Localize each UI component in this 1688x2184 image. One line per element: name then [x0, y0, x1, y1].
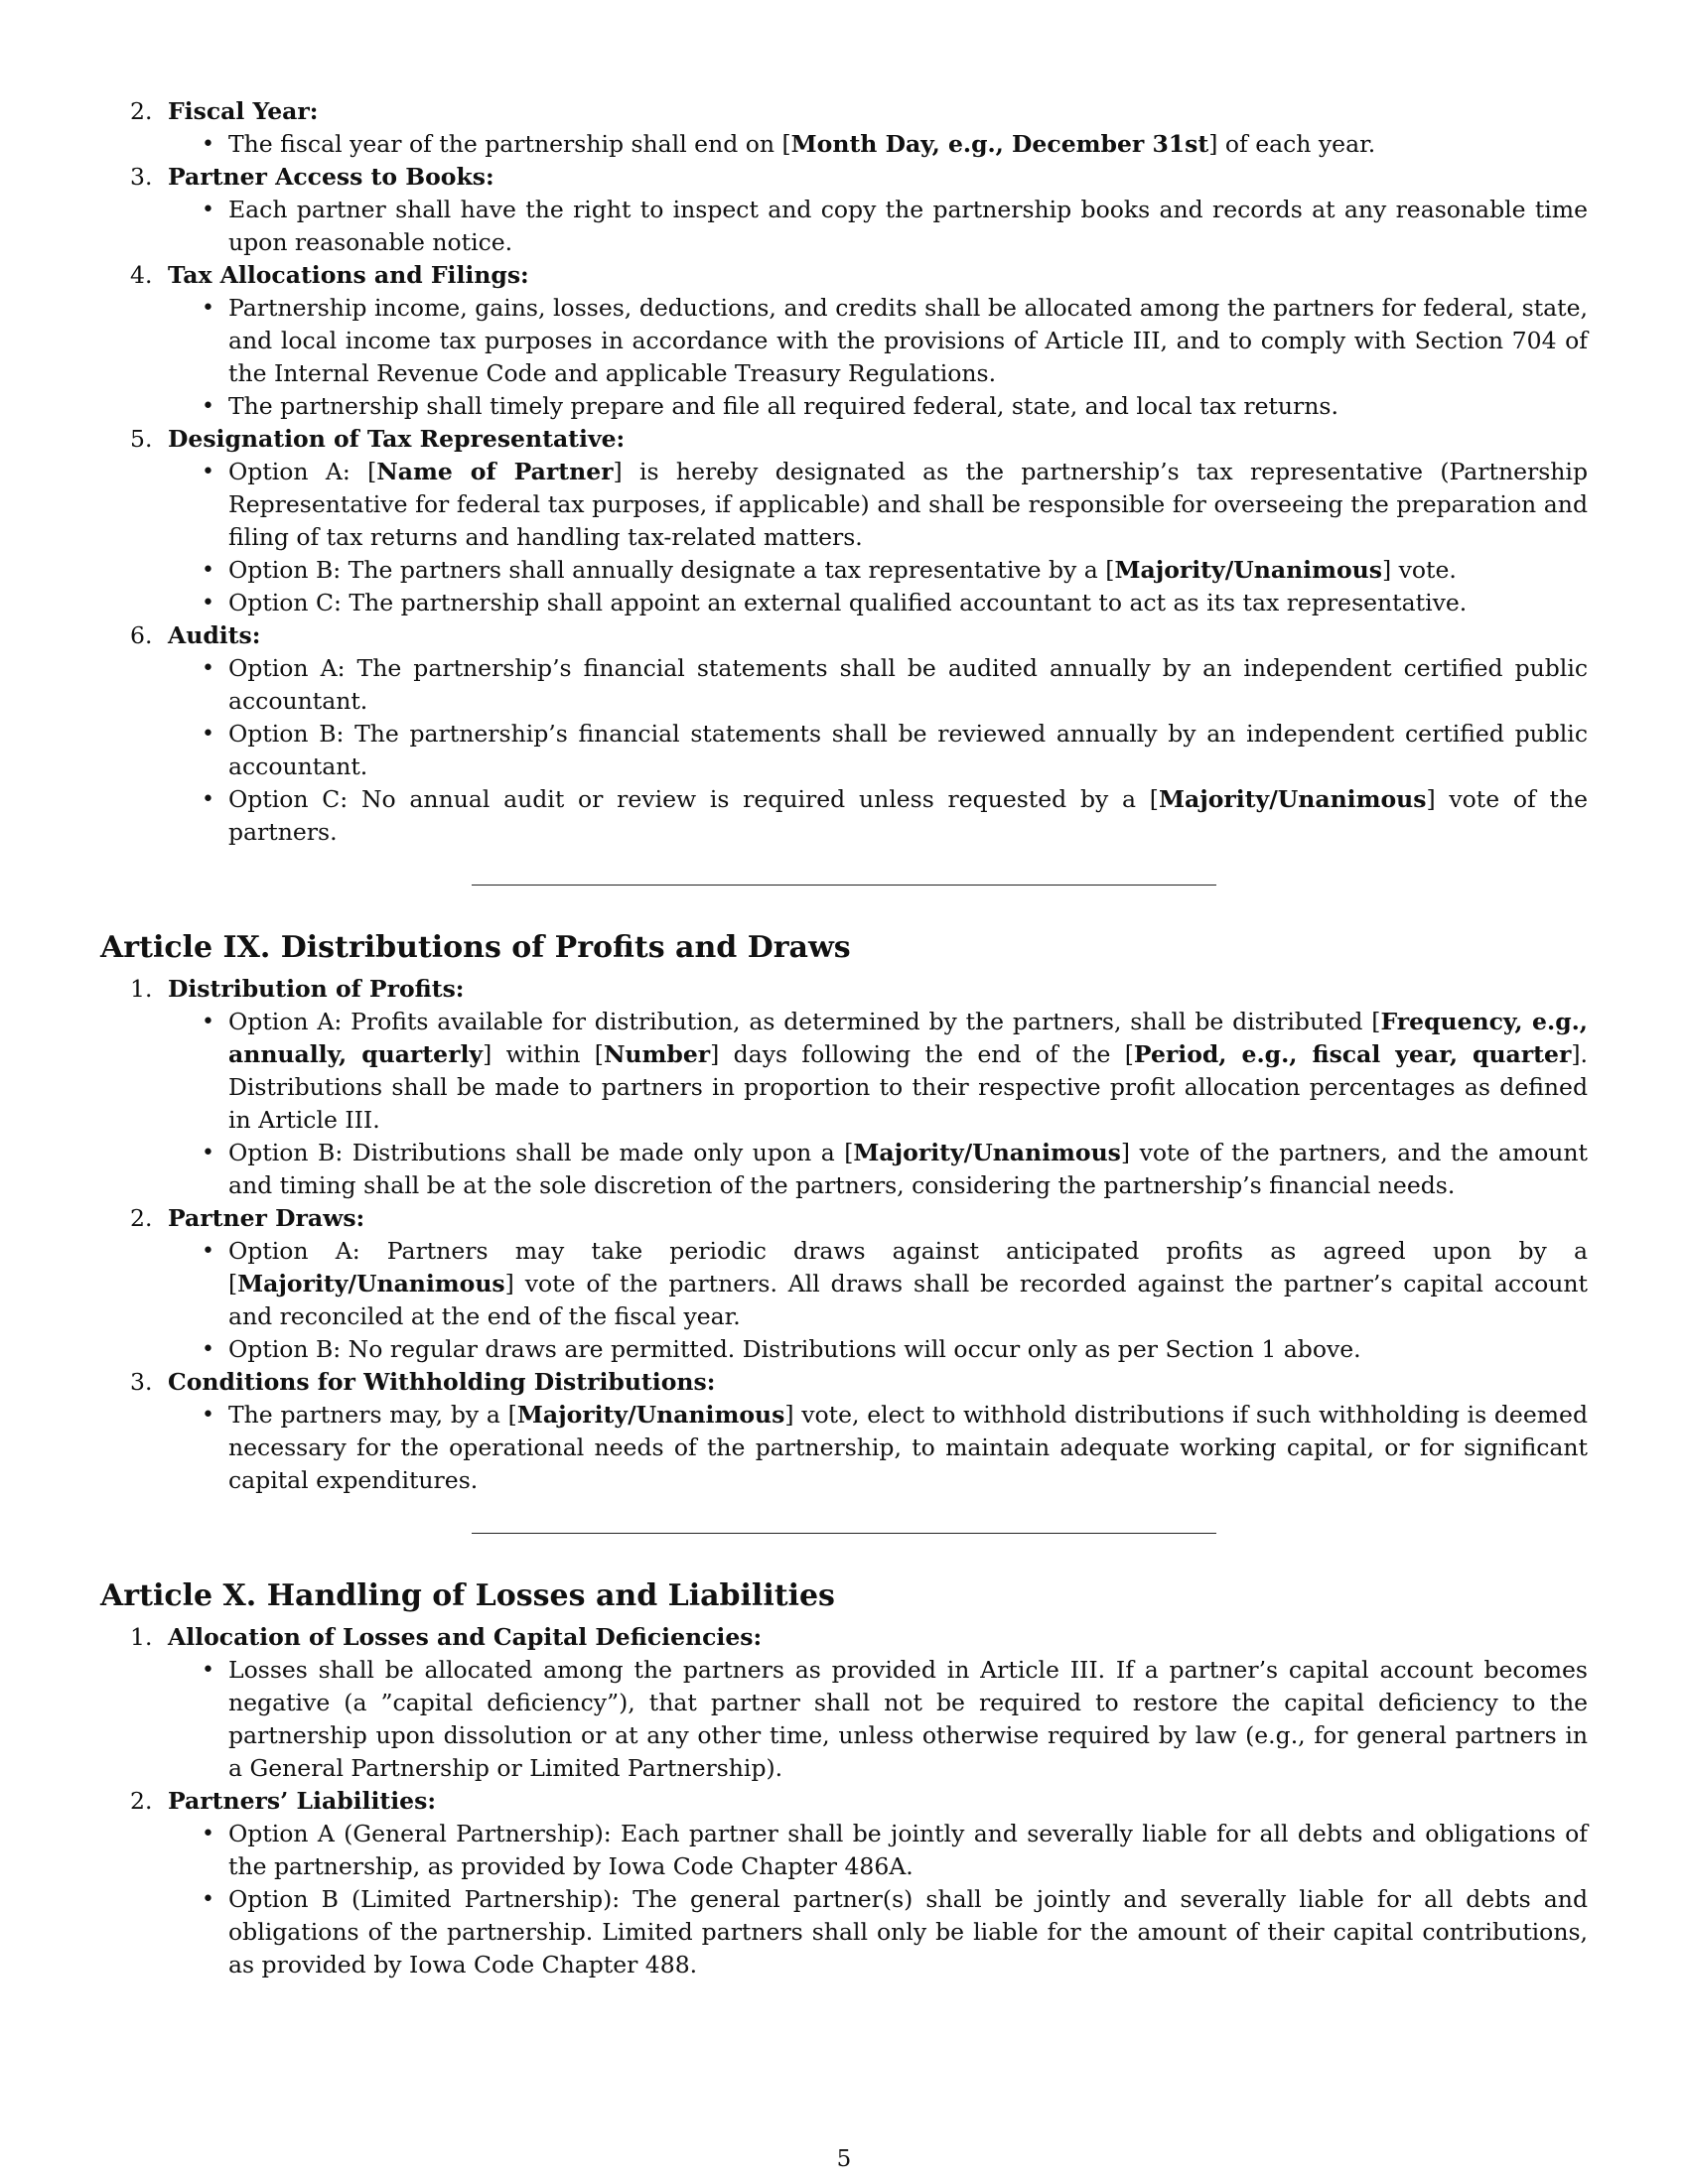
body-text: Partnership income, gains, losses, deductions, and credits shall be allocated among the partners for federal, state, and local income tax purposes in accordance with the provisions of Article III, and to comply with Section 704 of the Internal Revenue Code and applicable Treasury Regulations. — [228, 294, 1588, 387]
bullet-item — [168, 587, 1588, 619]
bullet-list — [168, 1399, 1588, 1497]
numbered-section — [100, 259, 1588, 423]
body-text: ] vote of the partners. All draws shall be recorded against the partner’s capital account and reconciled at the end of the fiscal year. — [228, 1270, 1588, 1330]
bullet-list — [168, 1235, 1588, 1366]
section-number: 2. — [130, 1787, 153, 1815]
section-divider — [472, 1533, 1216, 1534]
bullet-list — [168, 652, 1588, 849]
bullet-item — [168, 390, 1588, 423]
body-text: Option B: The partners shall annually designate a tax representative by a [ — [228, 556, 1115, 584]
body-text: The fiscal year of the partnership shall end on [ — [228, 130, 791, 158]
bullet-icon: • — [202, 1658, 214, 1683]
bullet-icon: • — [202, 1239, 214, 1264]
body-text: The partnership shall timely prepare and file all required federal, state, and local tax returns. — [228, 392, 1338, 420]
section-title: Fiscal Year: — [168, 97, 319, 125]
bullet-icon: • — [202, 558, 214, 583]
bullet-item — [168, 1399, 1588, 1497]
bullet-item — [168, 652, 1588, 718]
section-number: 2. — [130, 1204, 153, 1232]
section-number: 1. — [130, 1623, 153, 1651]
bullet-list — [168, 292, 1588, 423]
bullet-icon: • — [202, 787, 214, 812]
body-text: Option A: The partnership’s financial statements shall be audited annually by an independent certified public accountant. — [228, 654, 1588, 715]
placeholder-text: Majority/Unanimous — [237, 1270, 505, 1297]
numbered-section — [100, 1366, 1588, 1497]
bullet-item — [168, 1235, 1588, 1333]
bullet-icon: • — [202, 1010, 214, 1034]
bullet-item — [168, 194, 1588, 259]
numbered-section — [100, 423, 1588, 619]
placeholder-text: Period, e.g., fiscal year, quarter — [1133, 1040, 1572, 1068]
bullet-item — [168, 292, 1588, 390]
bullet-icon: • — [202, 722, 214, 747]
article-heading: Article IX. Distributions of Profits and Draws — [100, 930, 851, 965]
bullet-list — [168, 1818, 1588, 1981]
body-text: The partners may, by a [ — [228, 1401, 517, 1429]
page-number: 5 — [836, 2146, 852, 2172]
section-number: 3. — [130, 163, 153, 191]
bullet-icon: • — [202, 1337, 214, 1362]
section-list — [100, 95, 1588, 849]
bullet-icon: • — [202, 1141, 214, 1165]
bullet-list — [168, 128, 1588, 161]
bullet-item — [168, 554, 1588, 587]
body-text: ] vote of the partners. — [228, 785, 1588, 846]
body-text: ]. Distributions shall be made to partners in proportion to their respective profit allocation percentages as defined in Article III. — [228, 1040, 1588, 1134]
numbered-section — [100, 1202, 1588, 1366]
bullet-icon: • — [202, 132, 214, 157]
bullet-item — [168, 1333, 1588, 1366]
numbered-section — [100, 619, 1588, 849]
section-number: 5. — [130, 425, 153, 453]
bullet-icon: • — [202, 1822, 214, 1846]
placeholder-text: Number — [603, 1040, 711, 1068]
body-text: Option A: Partners may take periodic draws against anticipated profits as agreed upon by a [ — [228, 1237, 1588, 1297]
body-text: ] is hereby designated as the partnership’s tax representative (Partnership Representative for federal tax purposes, if applicable) and shall be responsible for overseeing the preparation and filing of tax returns and handling tax-related matters. — [228, 458, 1588, 551]
section-number: 3. — [130, 1368, 153, 1396]
numbered-section — [100, 161, 1588, 259]
bullet-list — [168, 456, 1588, 619]
bullet-item — [168, 456, 1588, 554]
bullet-item — [168, 783, 1588, 849]
body-text: Option B: No regular draws are permitted. Distributions will occur only as per Section 1 above. — [228, 1335, 1361, 1363]
bullet-icon: • — [202, 296, 214, 321]
bullet-list — [168, 1654, 1588, 1785]
placeholder-text: Frequency, e.g., annually, quarterly — [228, 1008, 1588, 1068]
bullet-item — [168, 1137, 1588, 1202]
placeholder-text: Name of Partner — [376, 458, 614, 485]
section-title: Partner Draws: — [168, 1204, 365, 1232]
section-list — [100, 973, 1588, 1497]
bullet-item — [168, 1654, 1588, 1785]
bullet-icon: • — [202, 1887, 214, 1912]
section-title: Audits: — [168, 621, 261, 649]
section-number: 6. — [130, 621, 153, 649]
placeholder-text: Majority/Unanimous — [1158, 785, 1427, 813]
body-text: Option A: Profits available for distribution, as determined by the partners, shall be distributed [ — [228, 1008, 1381, 1035]
numbered-section — [100, 1621, 1588, 1785]
article-heading: Article X. Handling of Losses and Liabilities — [100, 1578, 835, 1613]
bullet-icon: • — [202, 591, 214, 615]
section-title: Conditions for Withholding Distributions: — [168, 1368, 716, 1396]
body-text: ] vote. — [1381, 556, 1457, 584]
body-text: ] within [ — [483, 1040, 604, 1068]
body-text: Option B (Limited Partnership): The general partner(s) shall be jointly and severally liable for all debts and obligations of the partnership. Limited partners shall only be liable for the amount of their capital contributions, as provided by Iowa Code Chapter 488. — [228, 1885, 1588, 1979]
bullet-list — [168, 1006, 1588, 1202]
body-text: ] of each year. — [1208, 130, 1376, 158]
section-divider — [472, 885, 1216, 886]
body-text: Option A (General Partnership): Each partner shall be jointly and severally liable for all debts and obligations of the partnership, as provided by Iowa Code Chapter 486A. — [228, 1820, 1588, 1880]
bullet-item — [168, 1006, 1588, 1137]
body-text: ] vote of the partners, and the amount and timing shall be at the sole discretion of the partners, considering the partnership’s financial needs. — [228, 1139, 1588, 1199]
body-text: ] days following the end of the [ — [710, 1040, 1134, 1068]
body-text: Option B: The partnership’s financial statements shall be reviewed annually by an independent certified public accountant. — [228, 720, 1588, 780]
section-title: Distribution of Profits: — [168, 975, 465, 1003]
section-number: 2. — [130, 97, 153, 125]
placeholder-text: Majority/Unanimous — [516, 1401, 785, 1429]
numbered-section — [100, 973, 1588, 1202]
section-list — [100, 1621, 1588, 1981]
body-text: Option C: No annual audit or review is required unless requested by a [ — [228, 785, 1159, 813]
numbered-section — [100, 1785, 1588, 1981]
section-title: Partners’ Liabilities: — [168, 1787, 437, 1815]
bullet-icon: • — [202, 1403, 214, 1428]
placeholder-text: Month Day, e.g., December 31st — [790, 130, 1209, 158]
placeholder-text: Majority/Unanimous — [1114, 556, 1382, 584]
section-title: Partner Access to Books: — [168, 163, 494, 191]
body-text: Each partner shall have the right to inspect and copy the partnership books and records at any reasonable time upon reasonable notice. — [228, 196, 1588, 256]
body-text: Option C: The partnership shall appoint an external qualified accountant to act as its tax representative. — [228, 589, 1468, 616]
document-page — [100, 95, 1588, 1981]
body-text: ] vote, elect to withhold distributions if such withholding is deemed necessary for the operational needs of the partnership, to maintain adequate working capital, or for significant capital expenditures. — [228, 1401, 1588, 1494]
section-title: Tax Allocations and Filings: — [168, 261, 529, 289]
section-number: 1. — [130, 975, 153, 1003]
section-title: Designation of Tax Representative: — [168, 425, 626, 453]
body-text: Option B: Distributions shall be made only upon a [ — [228, 1139, 854, 1166]
bullet-item — [168, 1883, 1588, 1981]
section-title: Allocation of Losses and Capital Deficiencies: — [168, 1623, 763, 1651]
bullet-icon: • — [202, 656, 214, 681]
bullet-item — [168, 1818, 1588, 1883]
bullet-list — [168, 194, 1588, 259]
bullet-icon: • — [202, 460, 214, 484]
section-number: 4. — [130, 261, 153, 289]
body-text: Losses shall be allocated among the partners as provided in Article III. If a partner’s capital account becomes negative (a ”capital deficiency”), that partner shall not be required to restore the capital deficiency to the partnership upon dissolution or at any other time, unless otherwise required by law (e.g., for general partners in a General Partnership or Limited Partnership). — [228, 1656, 1588, 1782]
bullet-icon: • — [202, 394, 214, 419]
bullet-item — [168, 128, 1588, 161]
placeholder-text: Majority/Unanimous — [853, 1139, 1121, 1166]
bullet-item — [168, 718, 1588, 783]
body-text: Option A: [ — [228, 458, 377, 485]
numbered-section — [100, 95, 1588, 161]
bullet-icon: • — [202, 198, 214, 222]
